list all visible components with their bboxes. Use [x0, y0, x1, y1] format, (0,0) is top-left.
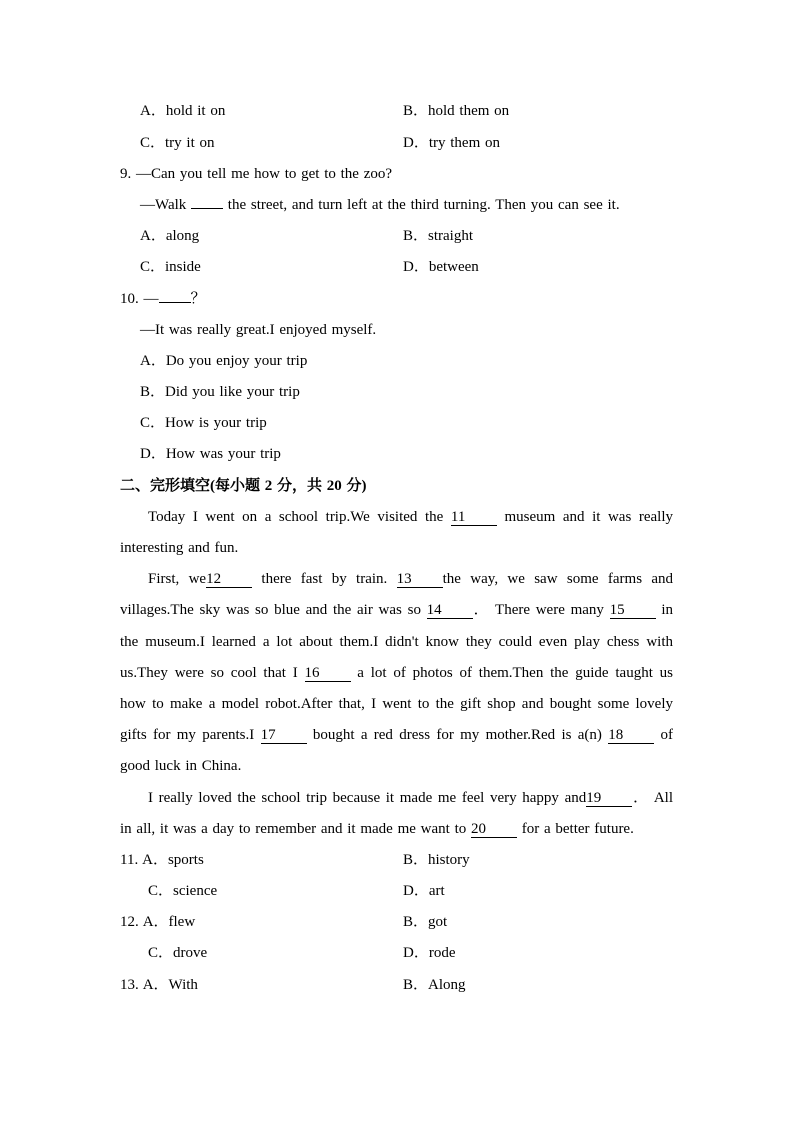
q11-options-row-cd: [120, 876, 673, 907]
passage-line: [120, 502, 673, 533]
q8-option-a: A．hold it on: [140, 103, 226, 120]
q10-question-mark: ？: [190, 290, 206, 307]
blank-16: 16: [305, 665, 351, 682]
q13-option-a: A．With: [142, 976, 198, 993]
q13-options-row-ab: [120, 970, 673, 1001]
blank-12: 12: [206, 571, 252, 588]
passage-line: [120, 751, 673, 782]
q13-option-a-group: [120, 970, 198, 1001]
passage-text: gifts for my parents.I: [120, 727, 261, 744]
q11-option-d: D．art: [403, 883, 445, 900]
blank-14: 14: [427, 602, 473, 619]
q8-option-d: D．try them on: [403, 134, 500, 151]
q12-option-d: D．rode: [403, 945, 456, 962]
passage-text: of: [654, 727, 673, 744]
q11-option-c: C．science: [148, 883, 218, 900]
question-number: 12.: [120, 914, 139, 931]
passage-text: ． All: [632, 789, 674, 806]
q10-option-a-row: [120, 346, 673, 377]
passage-text: First, we: [148, 571, 207, 588]
question-number: 13.: [120, 976, 139, 993]
q9-reply-end: the street, and turn left at the third turning. Then you can see it.: [227, 196, 620, 213]
question-number: 11.: [120, 851, 139, 868]
passage-line: [120, 595, 673, 626]
answer-blank: [159, 302, 191, 303]
blank-15: 15: [610, 602, 656, 619]
section-heading: 二、完形填空(每小题 2 分，共 20 分): [120, 477, 367, 494]
passage-line: [120, 564, 673, 595]
q12-options-row-cd: [120, 938, 673, 969]
q12-option-b: B．got: [403, 914, 448, 931]
blank-20: 20: [471, 821, 517, 838]
q10-dash: —: [143, 290, 159, 307]
q11-option-a: A．sports: [142, 851, 204, 868]
passage-line: [120, 658, 673, 689]
q10-prompt: [120, 284, 206, 315]
passage-paragraph: [120, 502, 673, 564]
section-heading-row: [120, 471, 673, 502]
passage-line: [120, 627, 673, 658]
q11-option-b: B．history: [403, 851, 470, 868]
passage-text: bought a red dress for my mother.Red is a(n): [306, 727, 609, 744]
passage-line: [120, 814, 673, 845]
blank-17: 17: [261, 727, 307, 744]
q10-option-c-row: [120, 408, 673, 439]
passage-text: in all, it was a day to remember and it made me want to: [120, 820, 471, 837]
blank-19: 19: [586, 790, 632, 807]
passage-line: [120, 720, 673, 751]
q8-options-row-cd: [120, 128, 673, 159]
passage-line: [120, 689, 673, 720]
passage-text: good luck in China.: [120, 758, 242, 775]
passage-text: interesting and fun.: [120, 540, 239, 557]
passage-text: there fast by train.: [252, 571, 397, 588]
q10-option-d: D．How was your trip: [140, 446, 281, 463]
q9-option-c: C．inside: [140, 259, 201, 276]
q9-reply-row: [120, 190, 673, 221]
q9-option-b: B．straight: [403, 228, 473, 245]
q10-reply-row: [120, 315, 673, 346]
blank-13: 13: [397, 571, 443, 588]
passage-text: in: [655, 602, 673, 619]
passage-text: how to make a model robot.After that, I went to the gift shop and bought some lovely: [120, 695, 673, 712]
q10-option-b: B．Did you like your trip: [140, 384, 300, 401]
cloze-passage: [120, 502, 673, 845]
blank-18: 18: [608, 727, 654, 744]
passage-line: [120, 533, 673, 564]
passage-text: us.They were so cool that I: [120, 664, 305, 681]
passage-text: the museum.I learned a lot about them.I didn't know they could even play chess with: [120, 633, 673, 650]
q8-option-b: B．hold them on: [403, 103, 510, 120]
passage-text: Today I went on a school trip.We visited the: [148, 508, 451, 525]
passage-text: museum and it was really: [496, 508, 674, 525]
passage-text: a lot of photos of them.Then the guide taught us: [350, 664, 674, 681]
q9-reply: [140, 190, 620, 221]
passage-text: villages.The sky was so blue and the air was so: [120, 602, 427, 619]
question-number: 10.: [120, 290, 139, 307]
q11-options-row-ab: [120, 845, 673, 876]
q10-prompt-row: [120, 284, 673, 315]
q12-options-row-ab: [120, 907, 673, 938]
q12-option-a-group: [120, 907, 195, 938]
q8-options-row-ab: [120, 96, 673, 127]
q10-option-c: C．How is your trip: [140, 415, 267, 432]
passage-paragraph: [120, 564, 673, 782]
exam-content: [120, 96, 673, 1000]
q12-option-a: A．flew: [142, 914, 196, 931]
question-number: 9.: [120, 165, 132, 182]
q9-question-text: —Can you tell me how to get to the zoo?: [136, 165, 393, 182]
q10-reply: —It was really great.I enjoyed myself.: [140, 321, 377, 338]
q10-option-b-row: [120, 377, 673, 408]
q9-prompt: [120, 159, 392, 190]
q9-options-row-cd: [120, 252, 673, 283]
q10-option-d-row: [120, 439, 673, 470]
blank-11: 11: [451, 509, 497, 526]
passage-text: I really loved the school trip because it made me feel very happy and: [148, 789, 587, 806]
q9-option-a: A．along: [140, 228, 200, 245]
q11-option-a-group: [120, 845, 204, 876]
answer-blank: [191, 208, 223, 209]
passage-text: for a better future.: [516, 820, 634, 837]
q8-option-c: C．try it on: [140, 134, 215, 151]
q10-option-a: A．Do you enjoy your trip: [140, 352, 308, 369]
q12-option-c: C．drove: [148, 945, 208, 962]
q13-option-b: B．Along: [403, 976, 466, 993]
q9-prompt-row: [120, 159, 673, 190]
q9-option-d: D．between: [403, 259, 479, 276]
passage-paragraph: [120, 783, 673, 845]
q9-options-row-ab: [120, 221, 673, 252]
q9-reply-start: —Walk: [140, 196, 187, 213]
passage-text: ． There were many: [472, 602, 610, 619]
passage-line: [120, 783, 673, 814]
passage-text: the way, we saw some farms and: [442, 571, 674, 588]
